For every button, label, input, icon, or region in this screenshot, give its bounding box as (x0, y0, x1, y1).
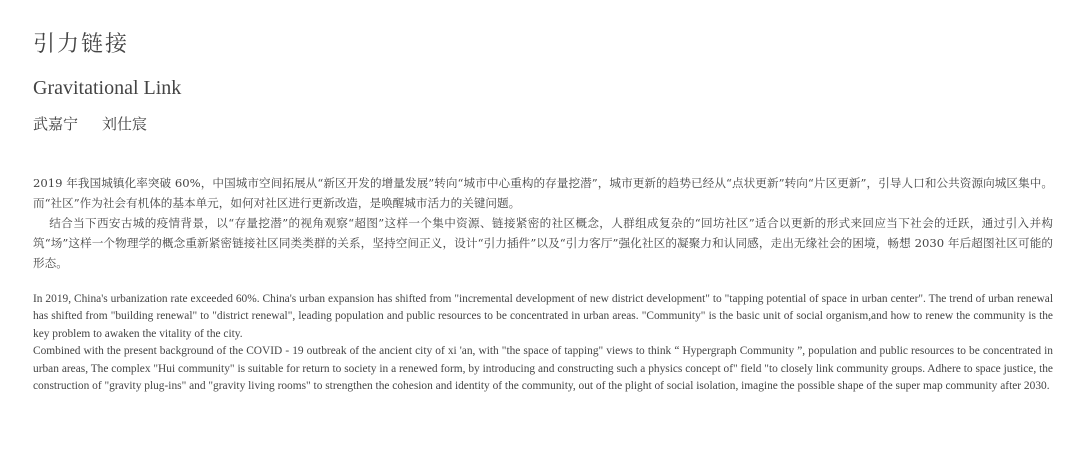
author-name: 刘仕宸 (102, 115, 148, 133)
chinese-paragraph: 2019 年我国城镇化率突破 60%，中国城市空间拓展从“新区开发的增量发展”转向“城市中心重构的存量挖潜”，城市更新的趋势已经从“点状更新”转向“片区更新”，引导人口和公共资源向城区集中。而“社区”作为社会有机体的基本单元，如何对社区进行更新改造，是唤醒城市活力的关键问题。 (33, 176, 1053, 210)
english-paragraph: Combined with the present background of the COVID - 19 outbreak of the ancient city of xi 'an, with "the space of tapping" views to think “ Hypergraph Community ”, population and public resources to be concentrated in urban areas, The complex "Hui community" is suitable for return to society in a renewed form, by introducing and constructing such a physics concept of" field "to closely link community groups. Adhere to space justice, the construction of "gravity plug-ins" and "gravity living rooms" to strengthen the cohesion and identity of the community, out of the plight of social isolation, imagine the possible shape of the super map community after 2030. (33, 345, 1053, 393)
english-title: Gravitational Link (33, 77, 182, 99)
authors-line (33, 113, 1053, 135)
chinese-title: 引力链接 (33, 32, 130, 57)
chinese-abstract (33, 173, 1053, 273)
chinese-paragraph: 结合当下西安古城的疫情背景，以“存量挖潜”的视角观察“超图”这样一个集中资源、链接紧密的社区概念，人群组成复杂的“回坊社区”适合以更新的形式来回应当下社会的迁跃，通过引入并构筑“场”这样一个物理学的概念重新紧密链接社区同类类群的关系，坚持空间正义，设计“引力插件”以及“引力客厅”强化社区的凝聚力和认同感，走出无缘社会的困境，畅想 2030 年后超图社区可能的形态。 (33, 216, 1053, 270)
article (33, 30, 1053, 395)
english-paragraph: In 2019, China's urbanization rate exceeded 60%. China's urban expansion has shifted from "incremental development of new district development" to "tapping potential of space in urban center". The trend of urban renewal has shifted from "building renewal" to "district renewal", leading population and public resources to be concentrated in urban areas. "Community" is the basic unit of social organism,and how to renew the community is the key problem to awaken the vitality of the city. (33, 293, 1053, 340)
author-name: 武嘉宁 (33, 115, 79, 133)
english-abstract (33, 291, 1053, 395)
